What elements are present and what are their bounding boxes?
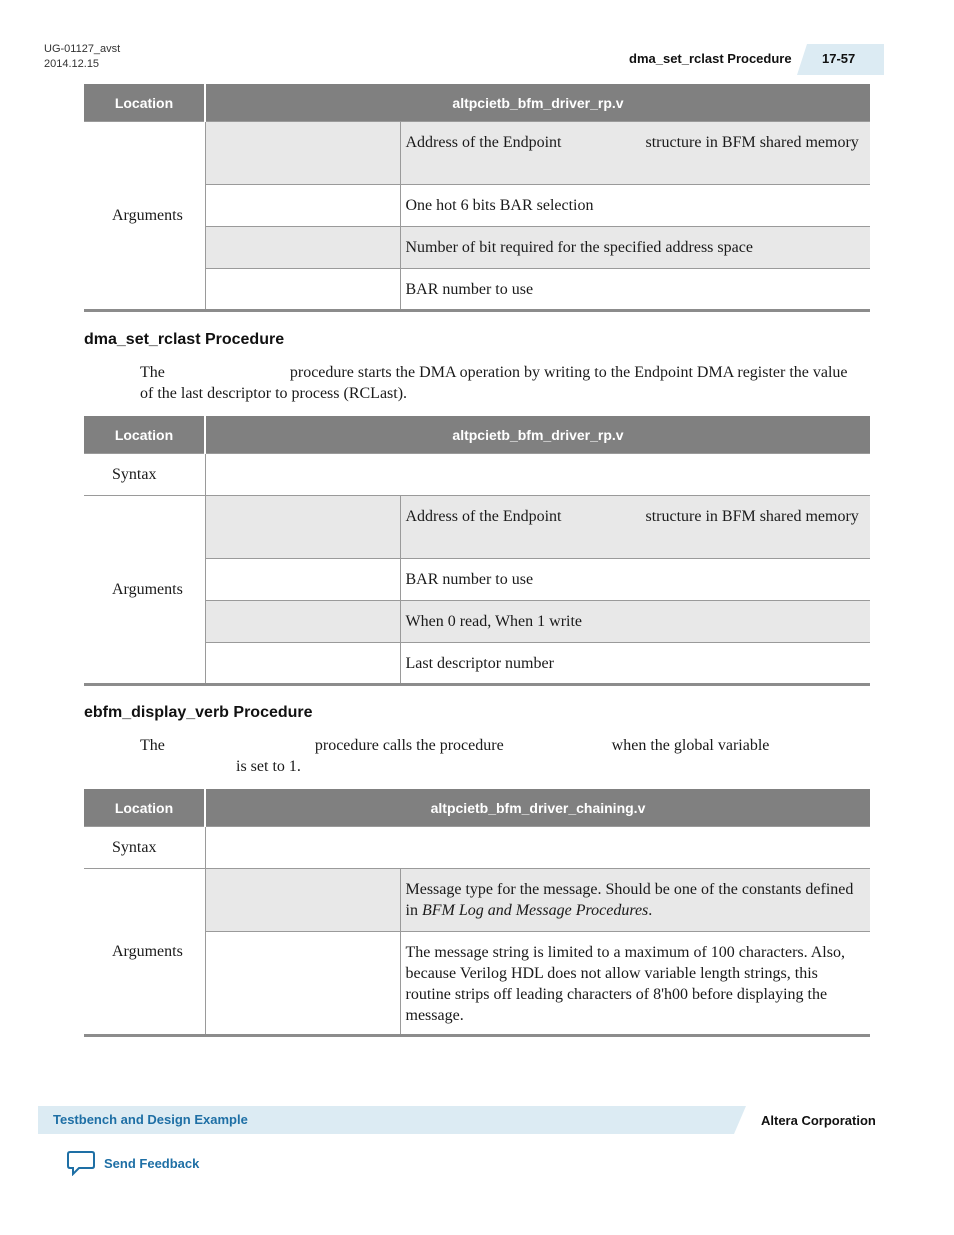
syntax-label: Syntax	[84, 454, 205, 496]
arguments-table-3	[84, 789, 870, 1037]
chat-bubble-icon	[66, 1150, 96, 1176]
doc-date: 2014.12.15	[44, 58, 100, 70]
argument-name-cell	[205, 601, 400, 643]
arguments-label: Arguments	[84, 122, 205, 311]
table-row	[84, 869, 870, 932]
location-value-header: altpcietb_bfm_driver_rp.v	[205, 416, 870, 454]
argument-name-cell	[205, 122, 400, 185]
location-header: Location	[84, 789, 205, 827]
table-row	[84, 454, 870, 496]
argument-description: Address of the Endpoint structure in BFM shared memory	[400, 122, 870, 185]
section-heading-ebfm-display-verb: ebfm_display_verb Procedure	[84, 704, 313, 721]
argument-name-cell	[205, 643, 400, 685]
cross-reference-link[interactable]: BFM Log and Message Procedures	[421, 902, 649, 919]
document-id	[44, 42, 120, 72]
send-feedback-label: Send Feedback	[104, 1155, 200, 1171]
arguments-table-1	[84, 84, 870, 312]
argument-description: Last descriptor number	[400, 643, 870, 685]
argument-description: One hot 6 bits BAR selection	[400, 185, 870, 227]
argument-name-cell	[205, 227, 400, 269]
location-value-header: altpcietb_bfm_driver_chaining.v	[205, 789, 870, 827]
argument-name-cell	[205, 932, 400, 1036]
arguments-label: Arguments	[84, 869, 205, 1036]
table-row	[84, 827, 870, 869]
syntax-value	[205, 827, 870, 869]
table-header	[84, 84, 870, 122]
argument-name-cell	[205, 269, 400, 311]
footer-company: Altera Corporation	[761, 1113, 876, 1128]
section-heading-dma-set-rclast: dma_set_rclast Procedure	[84, 331, 285, 348]
arguments-table-2	[84, 416, 870, 686]
argument-name-cell	[205, 559, 400, 601]
table-row	[84, 122, 870, 185]
table-header	[84, 789, 870, 827]
argument-name-cell	[205, 185, 400, 227]
table-row	[84, 496, 870, 559]
argument-description: BAR number to use	[400, 269, 870, 311]
doc-number: UG-01127_avst	[44, 43, 121, 55]
argument-description: Number of bit required for the specified address space	[400, 227, 870, 269]
argument-name-cell	[205, 496, 400, 559]
argument-description: When 0 read, When 1 write	[400, 601, 870, 643]
send-feedback-button[interactable]	[66, 1150, 199, 1176]
arguments-label: Arguments	[84, 496, 205, 685]
location-value-header: altpcietb_bfm_driver_rp.v	[205, 84, 870, 122]
footer-chapter-link[interactable]: Testbench and Design Example	[53, 1112, 248, 1127]
syntax-value	[205, 454, 870, 496]
page-number: 17-57	[822, 51, 856, 66]
argument-description: Address of the Endpoint structure in BFM shared memory	[400, 496, 870, 559]
header-section-title: dma_set_rclast Procedure	[629, 51, 792, 66]
argument-name-cell	[205, 869, 400, 932]
table-header	[84, 416, 870, 454]
syntax-label: Syntax	[84, 827, 205, 869]
section-paragraph: The procedure calls the procedure when the global variable is set to 1.	[140, 737, 770, 775]
location-header: Location	[84, 84, 205, 122]
argument-description: BAR number to use	[400, 559, 870, 601]
argument-description: Message type for the message. Should be one of the constants defined in BFM Log and Message Procedures.	[400, 869, 870, 932]
location-header: Location	[84, 416, 205, 454]
argument-description: The message string is limited to a maximum of 100 characters. Also, because Verilog HDL does not allow variable length strings, this routine strips off leading characters of 8'h00 before displaying the message.	[400, 932, 870, 1036]
section-paragraph: The procedure starts the DMA operation by writing to the Endpoint DMA register the value of the last descriptor to process (RCLast).	[140, 364, 848, 402]
